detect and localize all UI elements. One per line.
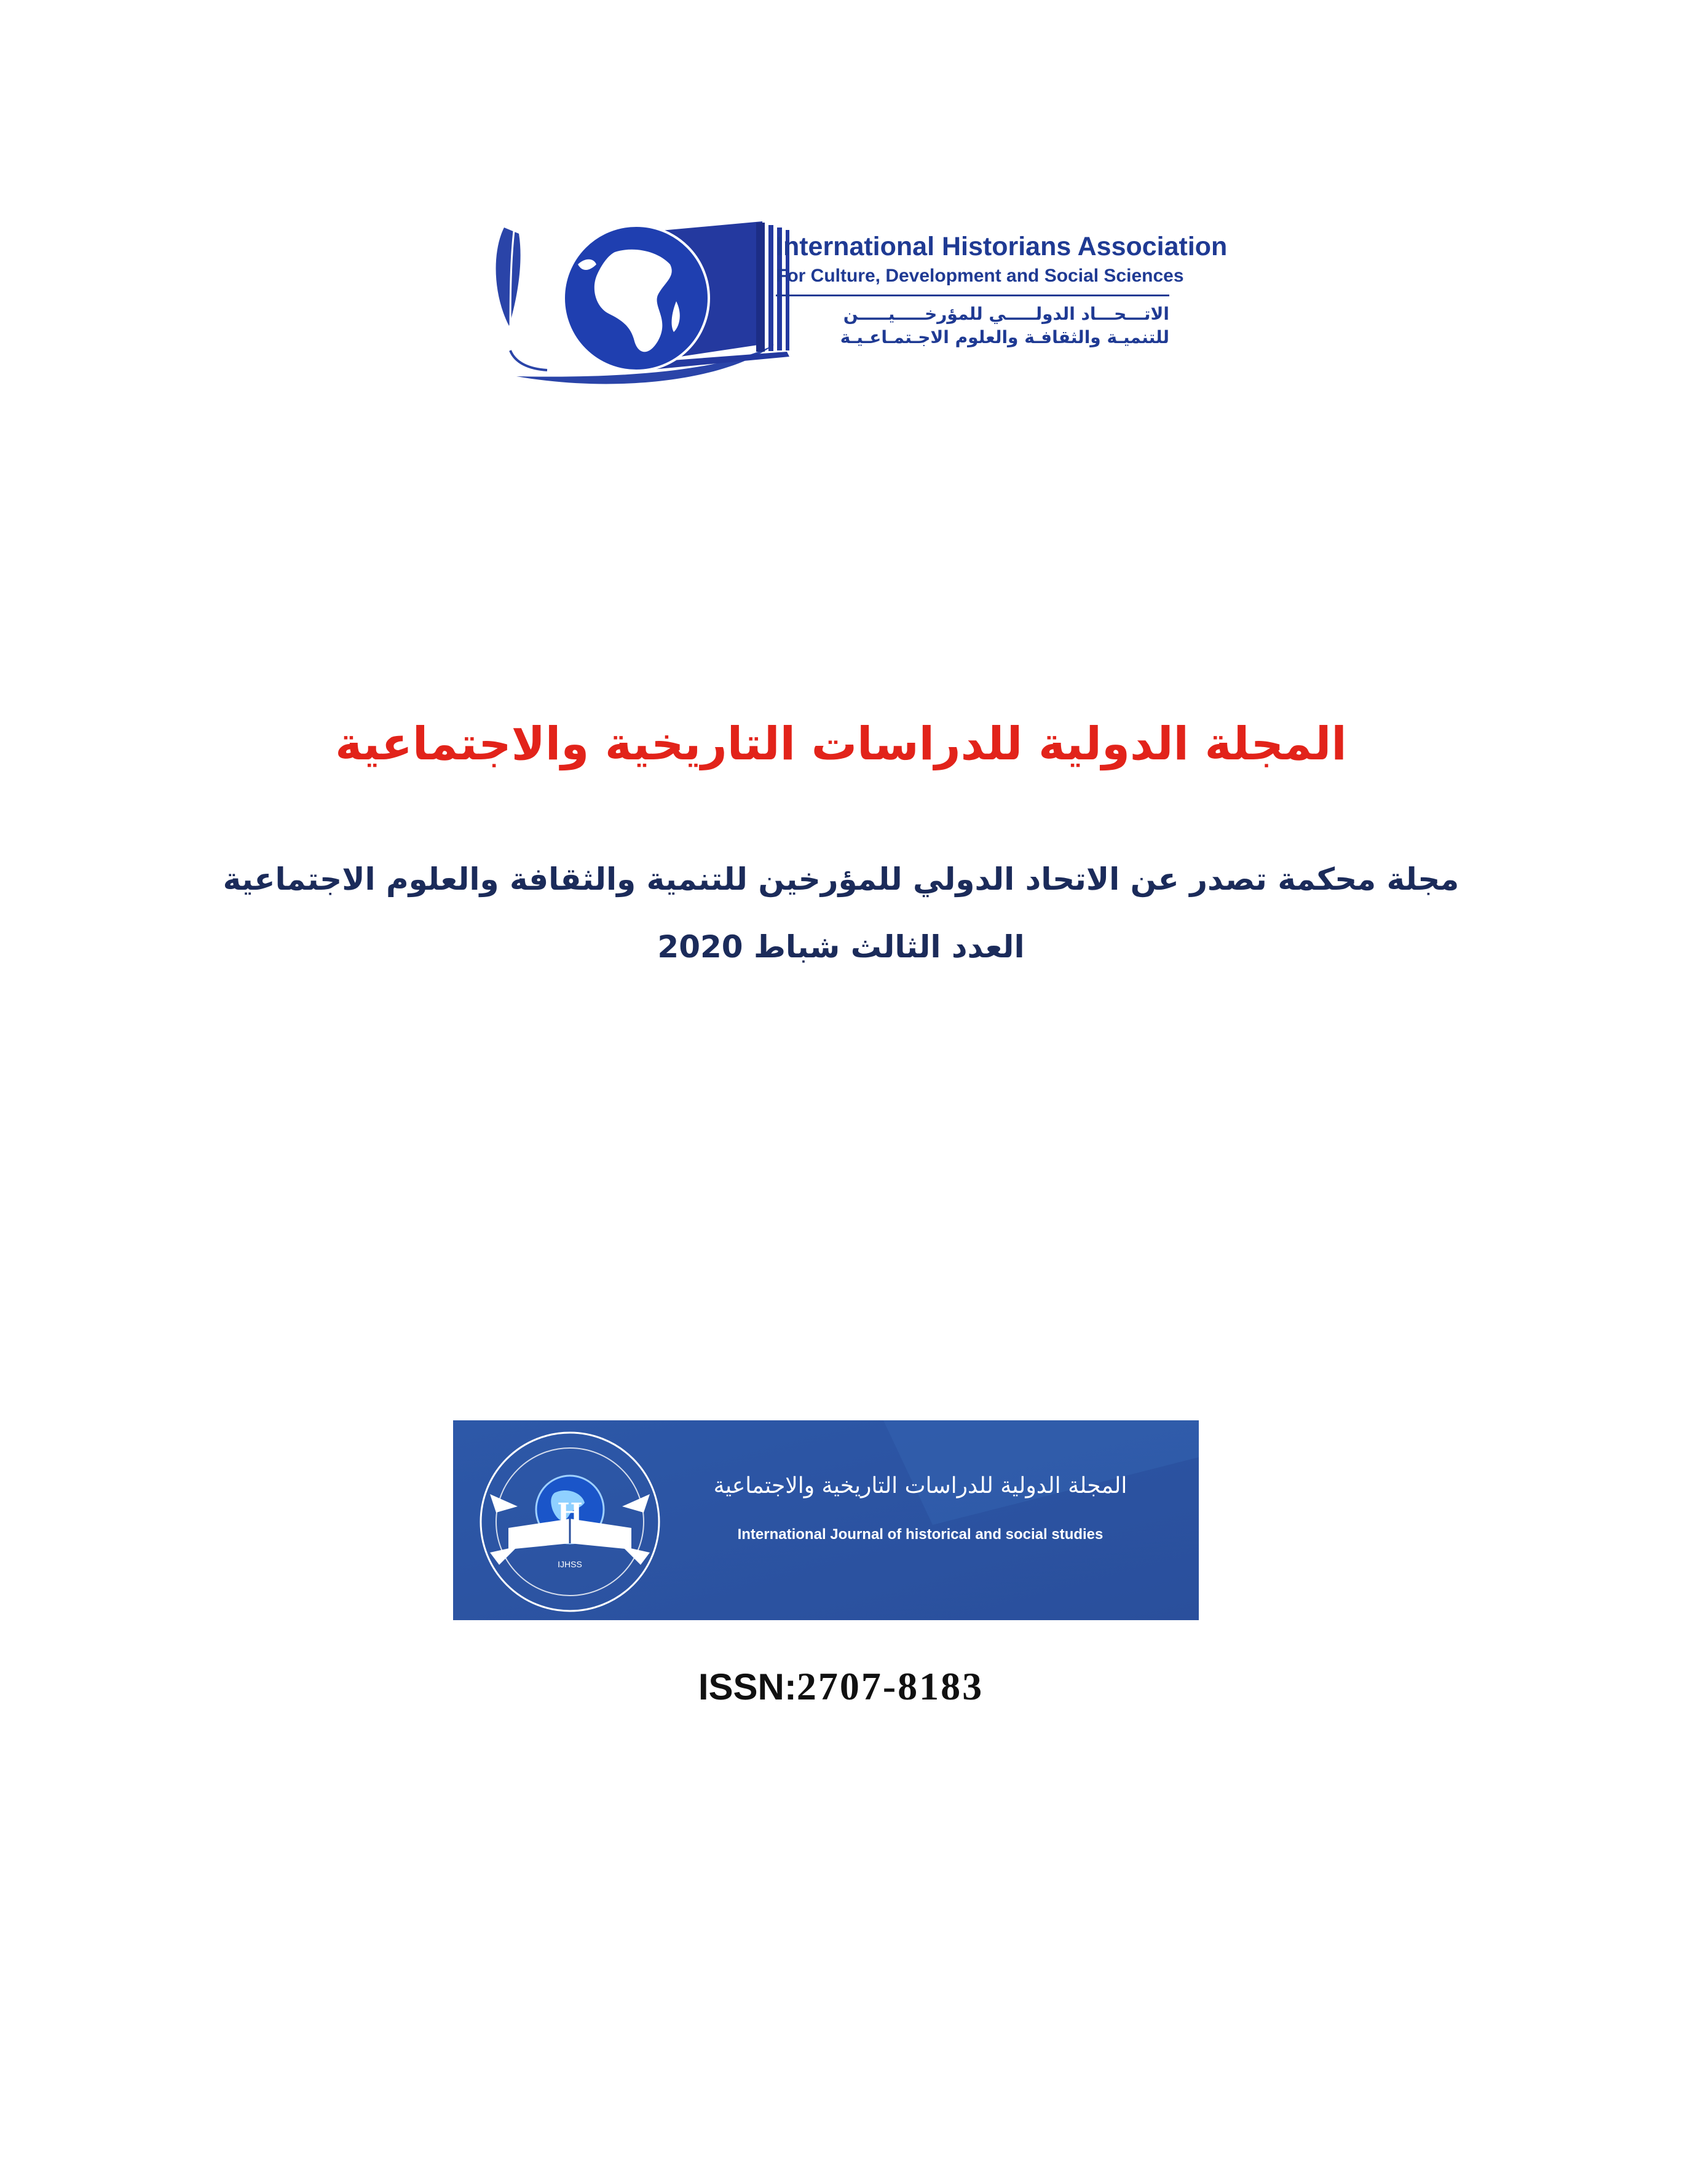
- issn-line: [0, 1664, 1682, 1709]
- issn-label: ISSN:: [698, 1666, 797, 1707]
- journal-title: المجلة الدولية للدراسات التاريخية والاجتماعية: [335, 718, 1347, 770]
- emblem-letter: H: [557, 1498, 583, 1529]
- association-name-block: [776, 231, 1228, 349]
- emblem-acronym: IJHSS: [558, 1559, 582, 1569]
- journal-subtitle: مجلة محكمة تصدر عن الاتحاد الدولي للمؤرخين للتنمية والثقافة والعلوم الاجتماعية: [223, 861, 1459, 897]
- banner-title-ar: المجلة الدولية للدراسات التاريخية والاجتماعية: [713, 1473, 1127, 1498]
- association-name-ar: الاتـــحـــاد الدولـــــي للمؤرخـــــيـــــن: [843, 304, 1169, 324]
- journal-banner: [453, 1420, 1199, 1620]
- quill-icon: [496, 228, 547, 370]
- globe-icon: [564, 226, 709, 371]
- issn-number: 2707-8183: [796, 1664, 984, 1708]
- divider: [776, 295, 1169, 296]
- association-subtitle-ar: للتنميـة والثقافـة والعلوم الاجـتمـاعـيـة: [840, 327, 1169, 347]
- association-subtitle-en: For Culture, Development and Social Sciences: [776, 266, 1184, 286]
- association-name-en: International Historians Association: [776, 232, 1228, 261]
- banner-title-en: International Journal of historical and social studies: [737, 1526, 1104, 1543]
- issue-date: العدد الثالث شباط 2020: [657, 929, 1025, 965]
